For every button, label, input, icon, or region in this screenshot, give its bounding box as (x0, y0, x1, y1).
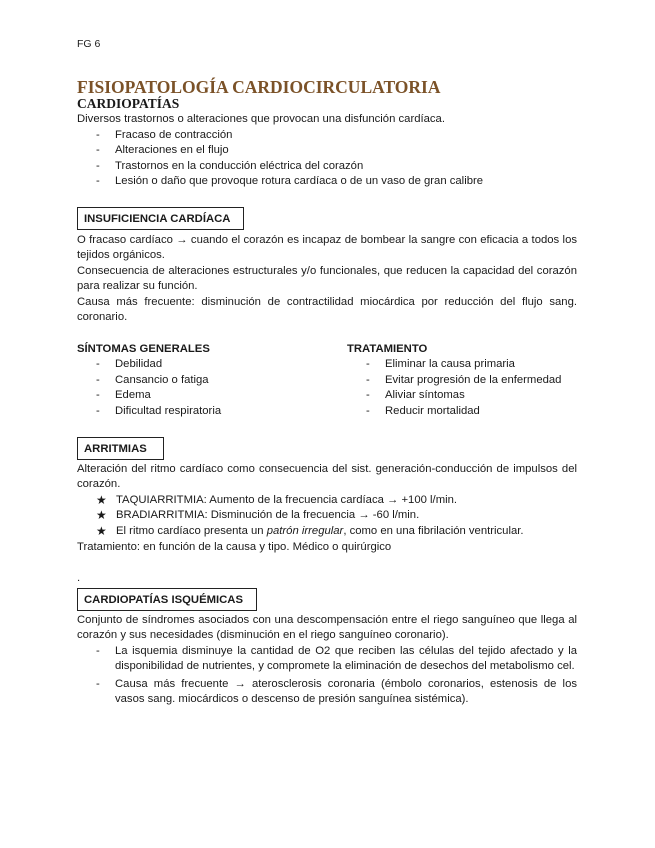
dash-bullet: - (96, 144, 100, 157)
cardiopatias-intro: Diversos trastornos o alteraciones que provocan una disfunción cardíaca. (77, 113, 445, 125)
dash-bullet: - (96, 677, 100, 690)
list-item: - Trastornos en la conducción eléctrica del corazón (77, 159, 577, 174)
dash-bullet: - (366, 389, 370, 402)
list-item: - Lesión o daño que provoque rotura cardíaca o de un vaso de gran calibre (77, 174, 577, 189)
list-item: - Cansancio o fatiga (77, 373, 327, 388)
list-item: - Debilidad (77, 357, 327, 372)
list-item: - Aliviar síntomas (347, 388, 587, 403)
isquemicas-list (77, 644, 577, 708)
arritmias-treatment: Tratamiento: en función de la causa y tipo. Médico o quirúrgico (77, 541, 392, 553)
section-heading-insuficiencia: INSUFICIENCIA CARDÍACA (77, 207, 244, 230)
section-heading-cardiopatias: CARDIOPATÍAS (77, 96, 180, 111)
section-heading-arritmias: ARRITMIAS (77, 437, 164, 460)
page-title: FISIOPATOLOGÍA CARDIOCIRCULATORIA (77, 77, 441, 97)
arritmias-intro: Alteración del ritmo cardíaco como consecuencia del sist. generación-conducción de impulsos del corazón. (77, 463, 577, 491)
insuficiencia-cause: Causa más frecuente: disminución de contractilidad miocárdica por reducción del flujo sang. coronario. (77, 296, 577, 324)
arritmias-list (77, 493, 577, 539)
tratamiento-list (347, 357, 587, 419)
page-code: FG 6 (77, 38, 101, 50)
list-item: - Alteraciones en el flujo (77, 143, 577, 158)
dash-bullet: - (96, 358, 100, 371)
sintomas-heading: SÍNTOMAS GENERALES (77, 343, 210, 355)
dash-bullet: - (96, 389, 100, 402)
dash-bullet: - (96, 404, 100, 417)
section-heading-isquemicas: CARDIOPATÍAS ISQUÉMICAS (77, 588, 257, 611)
list-item: - La isquemia disminuye la cantidad de O2 que reciben las células del tejido afectado y la disponibilidad de nutrientes, y compromete la eliminación de desechos del metabolismo cel. (96, 645, 577, 673)
insuficiencia-definition: O fracaso cardíaco → cuando el corazón es incapaz de bombear la sangre con eficacia a todos los tejidos orgánicos. (77, 234, 577, 262)
sintomas-column (77, 342, 327, 419)
isquemicas-intro: Conjunto de síndromes asociados con una descompensación entre el riego sanguíneo que llega al corazón y sus necesidades (disminución en el riego sanguíneo coronario). (77, 614, 577, 642)
star-bullet-icon: ★ (96, 493, 107, 507)
dash-bullet: - (366, 358, 370, 371)
tratamiento-heading: TRATAMIENTO (347, 343, 428, 355)
dash-bullet: - (96, 373, 100, 386)
list-item: - Eliminar la causa primaria (347, 357, 587, 372)
stray-dot: . (77, 572, 81, 584)
dash-bullet: - (96, 645, 100, 657)
cardiopatias-list (77, 128, 577, 190)
list-item: - Evitar progresión de la enfermedad (347, 373, 587, 388)
list-item: - Edema (77, 388, 327, 403)
list-item: ★ El ritmo cardíaco presenta un patrón irregular, como en una fibrilación ventricular. (96, 523, 524, 538)
sintomas-list (77, 357, 327, 419)
tratamiento-column (347, 342, 587, 419)
list-item: ★ TAQUIARRITMIA: Aumento de la frecuencia cardíaca → +100 l/min. (96, 493, 458, 507)
insuficiencia-consequence: Consecuencia de alteraciones estructurales y/o funcionales, que reducen la capacidad del corazón para realizar su función. (77, 265, 577, 293)
list-item: ★ BRADIARRITMIA: Disminución de la frecuencia → -60 l/min. (96, 508, 420, 523)
star-bullet-icon: ★ (96, 508, 107, 523)
list-item: - Reducir mortalidad (347, 404, 587, 419)
list-item: - Fracaso de contracción (77, 128, 577, 143)
dash-bullet: - (96, 175, 100, 188)
star-bullet-icon: ★ (96, 523, 107, 538)
dash-bullet: - (96, 129, 100, 141)
dash-bullet: - (96, 159, 100, 172)
dash-bullet: - (366, 404, 370, 417)
dash-bullet: - (366, 373, 370, 386)
list-item: - Dificultad respiratoria (77, 404, 327, 419)
list-item: - Causa más frecuente → aterosclerosis coronaria (émbolo coronarios, estenosis de los vasos sang. miocárdicos o descenso de presión sanguínea sistémica). (96, 677, 577, 706)
